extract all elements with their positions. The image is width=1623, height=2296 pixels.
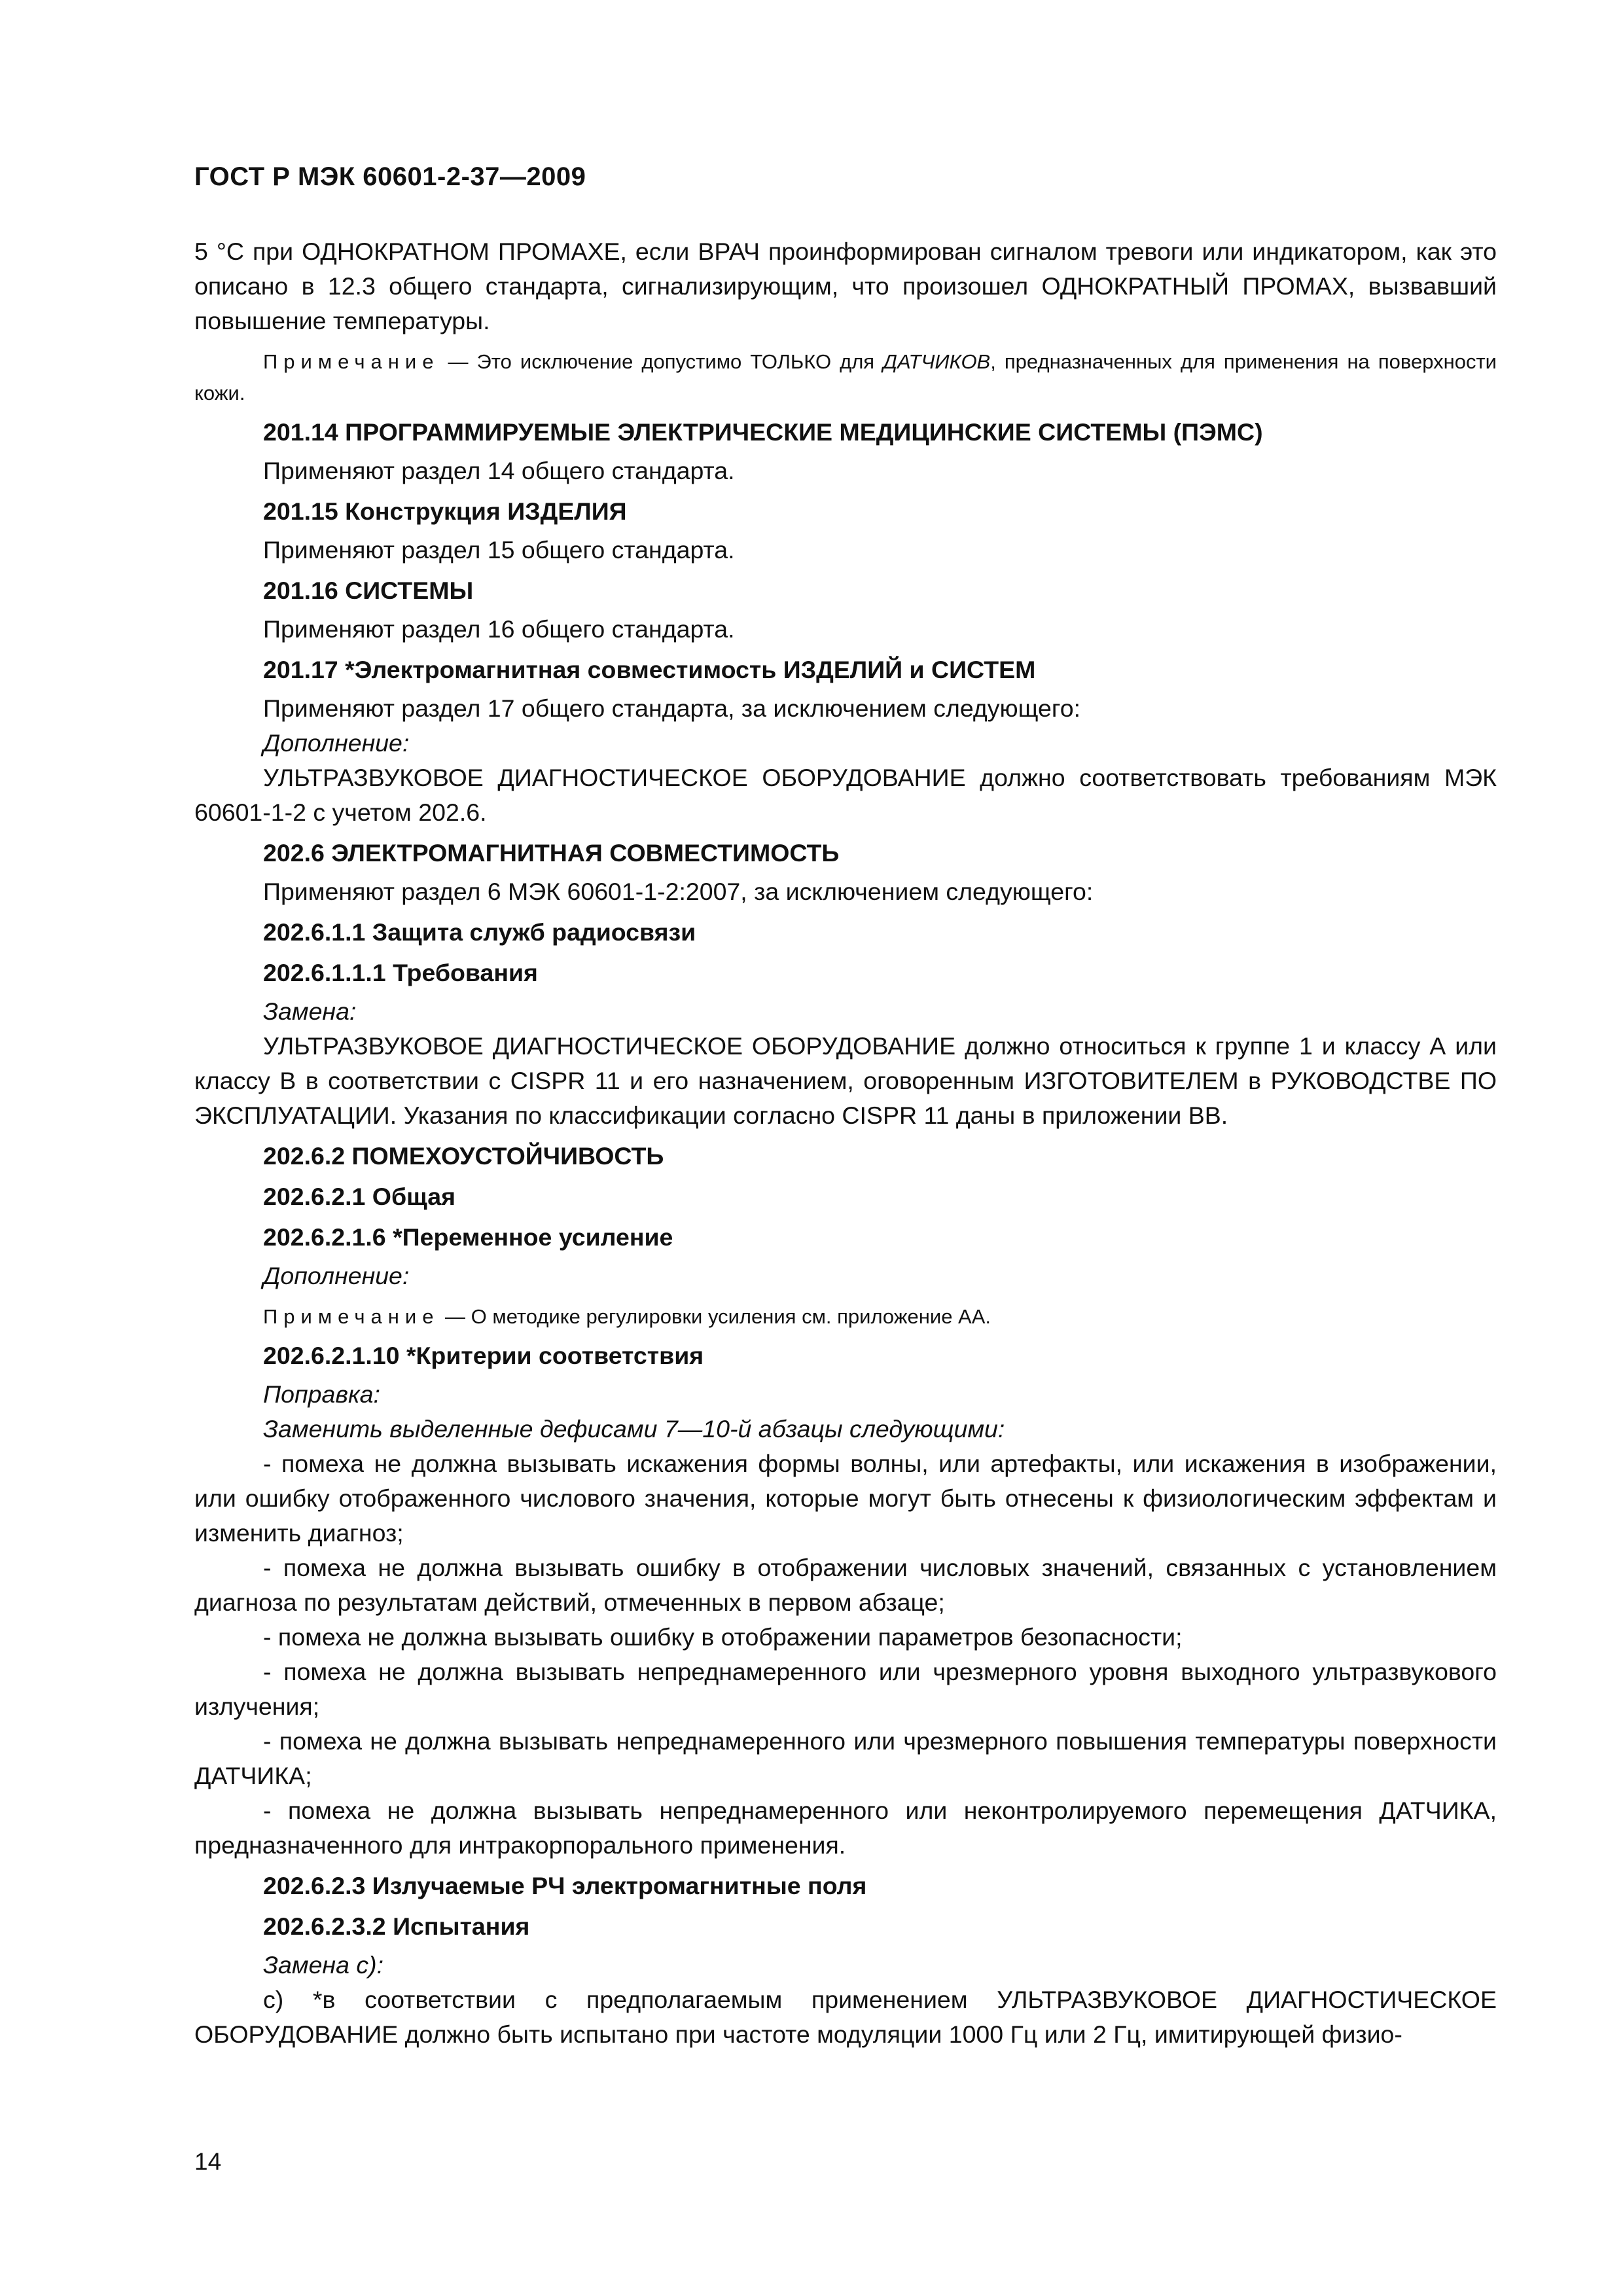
section-heading: 202.6.2.1.6 *Переменное усиление — [263, 1223, 673, 1251]
section-heading: 202.6.2 ПОМЕХОУСТОЙЧИВОСТЬ — [263, 1142, 664, 1170]
note-text-end: , предназначенных для применения на поверхности кожи. — [194, 350, 1497, 404]
section-text: Применяют раздел 6 МЭК 60601-1-2:2007, за исключением следующего: — [263, 878, 1094, 905]
section-text: Применяют раздел 14 общего стандарта. — [263, 457, 735, 484]
section-heading: 202.6.1.1.1 Требования — [263, 959, 538, 986]
section-heading: 201.17 *Электромагнитная совместимость ИЗДЕЛИЙ и СИСТЕМ — [263, 656, 1036, 683]
section-heading: 201.15 Конструкция ИЗДЕЛИЯ — [263, 497, 627, 525]
document-header: ГОСТ Р МЭК 60601-2-37—2009 — [194, 162, 586, 191]
note-text: — Это исключение допустимо ТОЛЬКО для — [439, 350, 883, 373]
replace-line: Заменить выделенные дефисами 7—10-й абзацы следующими: — [263, 1415, 1005, 1443]
replace-label: Замена: — [263, 997, 357, 1025]
list-item: - помеха не должна вызывать непреднамеренного или чрезмерного уровня выходного ультразвукового излучения; — [194, 1658, 1497, 1720]
section-heading: 202.6 ЭЛЕКТРОМАГНИТНАЯ СОВМЕСТИМОСТЬ — [263, 839, 840, 867]
intro-paragraph: 5 °С при ОДНОКРАТНОМ ПРОМАХЕ, если ВРАЧ проинформирован сигналом тревоги или индикатором, как это описано в 12.3 общего стандарта, сигнализирующим, что произошел ОДНОКРАТНЫЙ ПРОМАХ, вызвавший повышение температуры. — [194, 238, 1497, 334]
list-item: - помеха не должна вызывать ошибку в отображении параметров безопасности; — [263, 1623, 1183, 1651]
list-item: - помеха не должна вызывать непреднамеренного или чрезмерного повышения температуры поверхности ДАТЧИКА; — [194, 1727, 1497, 1789]
addition-label: Дополнение: — [263, 1262, 410, 1289]
amend-label: Поправка: — [263, 1380, 380, 1408]
note — [194, 1301, 1497, 1333]
page-number: 14 — [194, 2148, 222, 2175]
replace-label: Замена с): — [263, 1951, 384, 1979]
addition-label: Дополнение: — [263, 729, 410, 757]
document-body — [194, 234, 1497, 2052]
section-body: УЛЬТРАЗВУКОВОЕ ДИАГНОСТИЧЕСКОЕ ОБОРУДОВАНИЕ должно соответствовать требованиям МЭК 60601-1-2 с учетом 202.6. — [194, 764, 1497, 826]
note-italic: ДАТЧИКОВ — [883, 350, 991, 373]
note-label: Примечание — [263, 350, 440, 373]
list-item: - помеха не должна вызывать ошибку в отображении числовых значений, связанных с установлением диагноза по результатам действий, отмеченных в первом абзаце; — [194, 1554, 1497, 1616]
section-heading: 201.14 ПРОГРАММИРУЕМЫЕ ЭЛЕКТРИЧЕСКИЕ МЕДИЦИНСКИЕ СИСТЕМЫ (ПЭМС) — [263, 418, 1263, 446]
note-label: Примечание — [263, 1305, 440, 1328]
section-heading: 201.16 СИСТЕМЫ — [263, 577, 474, 604]
note — [194, 346, 1497, 409]
section-heading: 202.6.2.1.10 *Критерии соответствия — [263, 1342, 704, 1369]
section-text: Применяют раздел 15 общего стандарта. — [263, 536, 735, 564]
section-heading: 202.6.1.1 Защита служб радиосвязи — [263, 918, 696, 946]
section-body: УЛЬТРАЗВУКОВОЕ ДИАГНОСТИЧЕСКОЕ ОБОРУДОВАНИЕ должно относиться к группе 1 и классу А или классу В в соответствии с CISPR 11 и его назначением, оговоренным ИЗГОТОВИТЕЛЕМ в РУКОВОДСТВЕ ПО ЭКСПЛУАТАЦИИ. Указания по классификации согласно CISPR 11 даны в приложении ВВ. — [194, 1032, 1497, 1129]
list-item: - помеха не должна вызывать непреднамеренного или неконтролируемого перемещения ДАТЧИКА, предназначенного для интракорпорального применения. — [194, 1797, 1497, 1859]
section-heading: 202.6.2.3.2 Испытания — [263, 1912, 530, 1940]
list-item: - помеха не должна вызывать искажения формы волны, или артефакты, или искажения в изображении, или ошибку отображенного числового значения, которые могут быть отнесены к физиологическим эффектам и изменить диагноз; — [194, 1450, 1497, 1547]
section-text: Применяют раздел 16 общего стандарта. — [263, 615, 735, 643]
section-body: с) *в соответствии с предполагаемым применением УЛЬТРАЗВУКОВОЕ ДИАГНОСТИЧЕСКОЕ ОБОРУДОВАНИЕ должно быть испытано при частоте модуляции 1000 Гц или 2 Гц, имитирующей физио- — [194, 1986, 1497, 2048]
note-text: — О методике регулировки усиления см. приложение АА. — [439, 1305, 991, 1328]
section-text: Применяют раздел 17 общего стандарта, за исключением следующего: — [263, 694, 1081, 722]
section-heading: 202.6.2.1 Общая — [263, 1183, 455, 1210]
section-heading: 202.6.2.3 Излучаемые РЧ электромагнитные поля — [263, 1872, 867, 1899]
